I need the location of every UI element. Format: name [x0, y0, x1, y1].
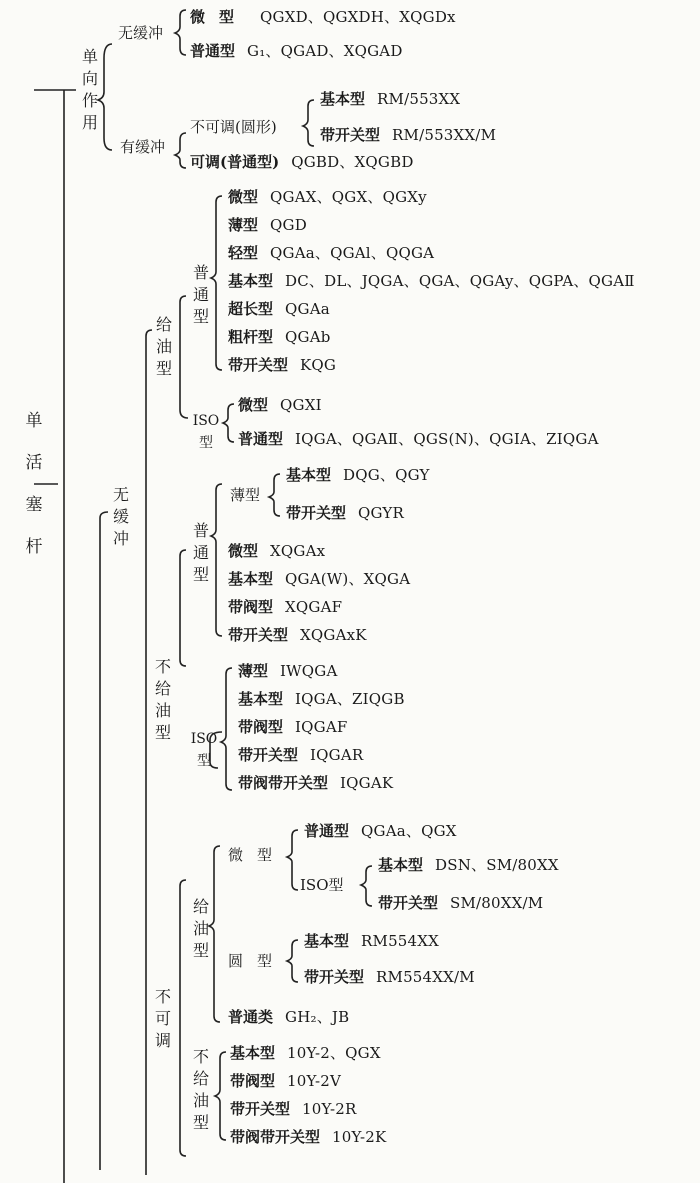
round-label: 圆型 [228, 952, 287, 970]
list-item: 基本型 QGA(W)、XQGA [228, 570, 411, 588]
list-item: 带开关型 QGYR [286, 504, 405, 522]
list-item: 超长型 QGAa [228, 300, 330, 318]
brace-oiled [180, 296, 188, 418]
list-item: 基本型 IQGA、ZIQGB [238, 690, 405, 708]
list-item: 带开关型 XQGAxK [228, 626, 367, 644]
list-item: 基本型 DC、DL、JQGA、QGA、QGAy、QGPA、QGAⅡ [228, 272, 635, 290]
brace-fixed-round [303, 100, 314, 146]
oil-free-standard-label: 普通型 [192, 521, 209, 584]
brace-oiled-iso [223, 404, 234, 442]
list-item: 带开关型 SM/80XX/M [378, 894, 544, 912]
list-item: 微型 XQGAx [228, 542, 326, 560]
list-item: 带阀型 10Y-2V [230, 1072, 342, 1090]
brace-oil-free [180, 550, 186, 666]
oil-free-iso-label: ISO型 [190, 731, 218, 769]
brace-na-oiled [209, 846, 220, 1022]
list-item: 带开关型 RM/553XX/M [320, 126, 497, 144]
brace-oil-free-iso [221, 668, 232, 790]
list-item: 带阀型 XQGAF [228, 598, 343, 616]
line-main-no-cushion [100, 512, 108, 1170]
list-item: 带开关型 10Y-2R [230, 1100, 357, 1118]
list-item: 带开关型 RM554XX/M [304, 968, 475, 986]
brace-thin [269, 474, 280, 516]
fixed-round-label: 不可调(圆形) [190, 118, 277, 136]
brace-oiled-standard [211, 196, 222, 370]
list-item: 普通型 G₁、QGAD、XQGAD [190, 42, 403, 60]
single-acting-label: 单向作用 [81, 47, 98, 132]
list-item: 微型 QGXD、QGXDH、XQGDx [190, 8, 456, 26]
brace-round [287, 940, 298, 982]
list-item: 带阀型 IQGAF [238, 718, 348, 736]
line-main-left [146, 330, 152, 1175]
no-cushion-label: 无缓冲 [112, 485, 129, 548]
brace-single-no-cushion [175, 10, 186, 55]
brace-micro [287, 830, 298, 890]
list-item: 基本型 RM/553XX [320, 90, 461, 108]
na-oiled-label: 给油型 [192, 897, 209, 960]
brace-na-oil-free [215, 1052, 226, 1140]
list-item: 带开关型 IQGAR [238, 746, 364, 764]
list-item: 薄型 IWQGA [238, 662, 338, 680]
oiled-label: 给油型 [155, 315, 172, 378]
list-item: 可调(普通型) QGBD、XQGBD [190, 153, 414, 171]
list-item: 普通型 IQGA、QGAⅡ、QGS(N)、QGIA、ZIQGA [238, 430, 599, 448]
list-item: 基本型 DSN、SM/80XX [378, 856, 559, 874]
list-item: 基本型 RM554XX [304, 932, 440, 950]
brace-single-cushion [175, 133, 186, 168]
list-item: 基本型 DQG、QGY [286, 466, 430, 484]
not-adjustable-label: 不可调 [154, 987, 171, 1050]
na-oil-free-label: 不给油型 [192, 1047, 209, 1132]
oil-free-label: 不给油型 [154, 657, 171, 742]
list-item: 微型 QGXI [238, 396, 322, 414]
list-item: 微型 QGAX、QGX、QGXy [228, 188, 427, 206]
single-cushion-label: 有缓冲 [120, 138, 166, 156]
list-item: 普通型 QGAa、QGX [304, 822, 457, 840]
brace-oil-free-standard [211, 484, 222, 636]
brace-not-adjustable [180, 880, 186, 1156]
brace-single-acting [98, 44, 112, 150]
oiled-iso-label: ISO型 [192, 413, 220, 451]
list-item: 带开关型 KQG [228, 356, 337, 374]
list-item: 轻型 QGAa、QGAl、QQGA [228, 244, 435, 262]
single-no-cushion-label: 无缓冲 [118, 24, 164, 42]
micro-iso-label: ISO型 [300, 876, 344, 894]
oiled-standard-label: 普通型 [192, 263, 209, 326]
list-item: 薄型 QGD [228, 216, 307, 234]
list-item: 带阀带开关型 10Y-2K [230, 1128, 387, 1146]
micro-label: 微型 [228, 846, 287, 864]
brace-micro-iso [361, 866, 372, 906]
list-item: 带阀带开关型 IQGAK [238, 774, 394, 792]
list-item: 基本型 10Y-2、QGX [230, 1044, 381, 1062]
thin-label: 薄型 [230, 486, 261, 504]
list-item: 普通类 GH₂、JB [228, 1008, 350, 1026]
root-label: 单活塞杆 [25, 411, 43, 557]
list-item: 粗杆型 QGAb [228, 328, 331, 346]
